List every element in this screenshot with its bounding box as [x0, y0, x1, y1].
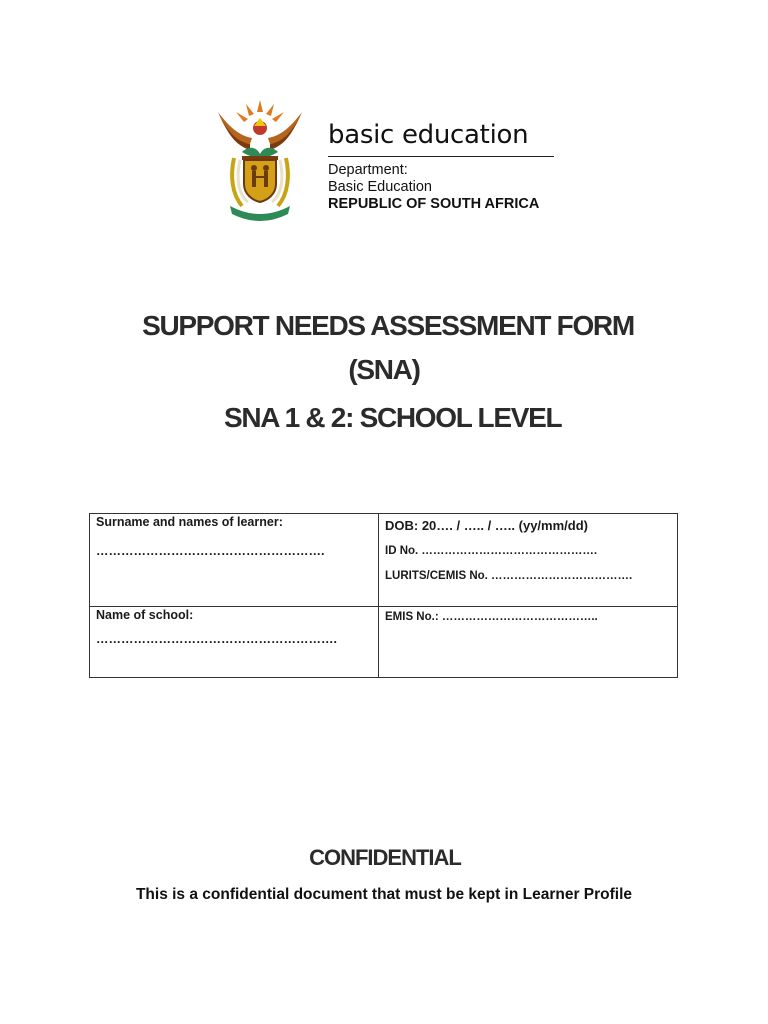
lurits-cemis-field[interactable]: LURITS/CEMIS No. ……………………………….	[385, 570, 633, 582]
learner-info-table	[89, 513, 678, 678]
school-name-field[interactable]: ………………………………………………….	[96, 632, 337, 646]
confidential-note: This is a confidential document that must be kept in Learner Profile	[135, 886, 633, 903]
learner-name-cell[interactable]	[90, 514, 379, 607]
form-title-abbrev: (SNA)	[348, 354, 420, 385]
emis-cell	[379, 607, 678, 678]
dob-field[interactable]: DOB: 20…. / ….. / ….. (yy/mm/dd)	[385, 518, 588, 533]
form-title: SUPPORT NEEDS ASSESSMENT FORM	[142, 310, 634, 341]
emis-number-field[interactable]: EMIS No.: …………………………………..	[385, 611, 598, 623]
school-name-cell[interactable]	[90, 607, 379, 678]
table-row	[90, 514, 678, 607]
learner-name-label: Surname and names of learner:	[96, 515, 283, 529]
learner-name-field[interactable]: ……………………………………………….	[96, 544, 325, 558]
department-name: Basic Education	[328, 179, 432, 195]
learner-details-cell	[379, 514, 678, 607]
form-subtitle: SNA 1 & 2: SCHOOL LEVEL	[224, 402, 562, 433]
brand-divider	[328, 156, 554, 157]
confidential-heading: CONFIDENTIAL	[309, 845, 461, 870]
brand-title: basic education	[328, 120, 529, 150]
department-label: Department:	[328, 162, 408, 178]
table-row	[90, 607, 678, 678]
id-number-field[interactable]: ID No. ……………………………………….	[385, 545, 598, 557]
coat-of-arms-icon	[212, 98, 308, 224]
coat-of-arms-logo	[212, 98, 308, 224]
country-name: REPUBLIC OF SOUTH AFRICA	[328, 196, 540, 212]
school-name-label: Name of school:	[96, 608, 194, 622]
